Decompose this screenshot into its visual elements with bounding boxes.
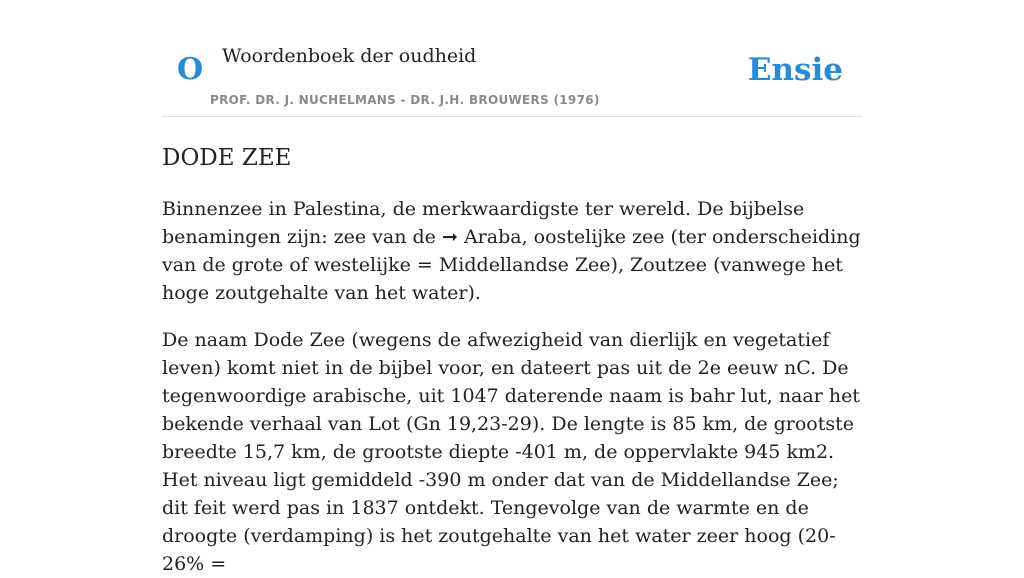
entry-title: DODE ZEE [162, 145, 292, 171]
index-letter[interactable]: O [177, 52, 204, 87]
paragraph-1-text-a: Binnenzee in Palestina, de merkwaardigste ter wereld. De bijbelse benamingen zijn: zee van de [162, 198, 805, 248]
authors: PROF. DR. J. NUCHELMANS - DR. J.H. BROUWERS (1976) [210, 93, 600, 107]
xref-link-araba[interactable]: Araba [463, 226, 522, 248]
brand-logo[interactable]: Ensie [747, 52, 843, 88]
page [162, 0, 862, 578]
paragraph-1 [162, 195, 862, 307]
book-title[interactable]: Woordenboek der oudheid [222, 45, 477, 67]
paragraph-1-text-b: , oostelijke zee (ter onderscheiding van de grote of westelijke = Middellandse Zee), Zoutzee (vanwege het hoge zoutgehalte van het water). [162, 226, 861, 304]
header [162, 0, 862, 117]
paragraph-2: De naam Dode Zee (wegens de afwezigheid van dierlijk en vegetatief leven) komt niet in de bijbel voor, en dateert pas uit de 2e eeuw nC. De tegenwoordige arabische, uit 1047 daterende naam is bahr lut, naar het bekende verhaal van Lot (Gn 19,23-29). De lengte is 85 km, de grootste breedte 15,7 km, de grootste diepte -401 m, de oppervlakte 945 km2. Het niveau ligt gemiddeld -390 m onder dat van de Middellandse Zee; dit feit werd pas in 1837 ontdekt. Tengevolge van de warmte en de droogte (verdamping) is het zoutgehalte van het water zeer hoog (20-26% = [162, 329, 860, 575]
arrow-icon: ➞ [441, 226, 458, 248]
